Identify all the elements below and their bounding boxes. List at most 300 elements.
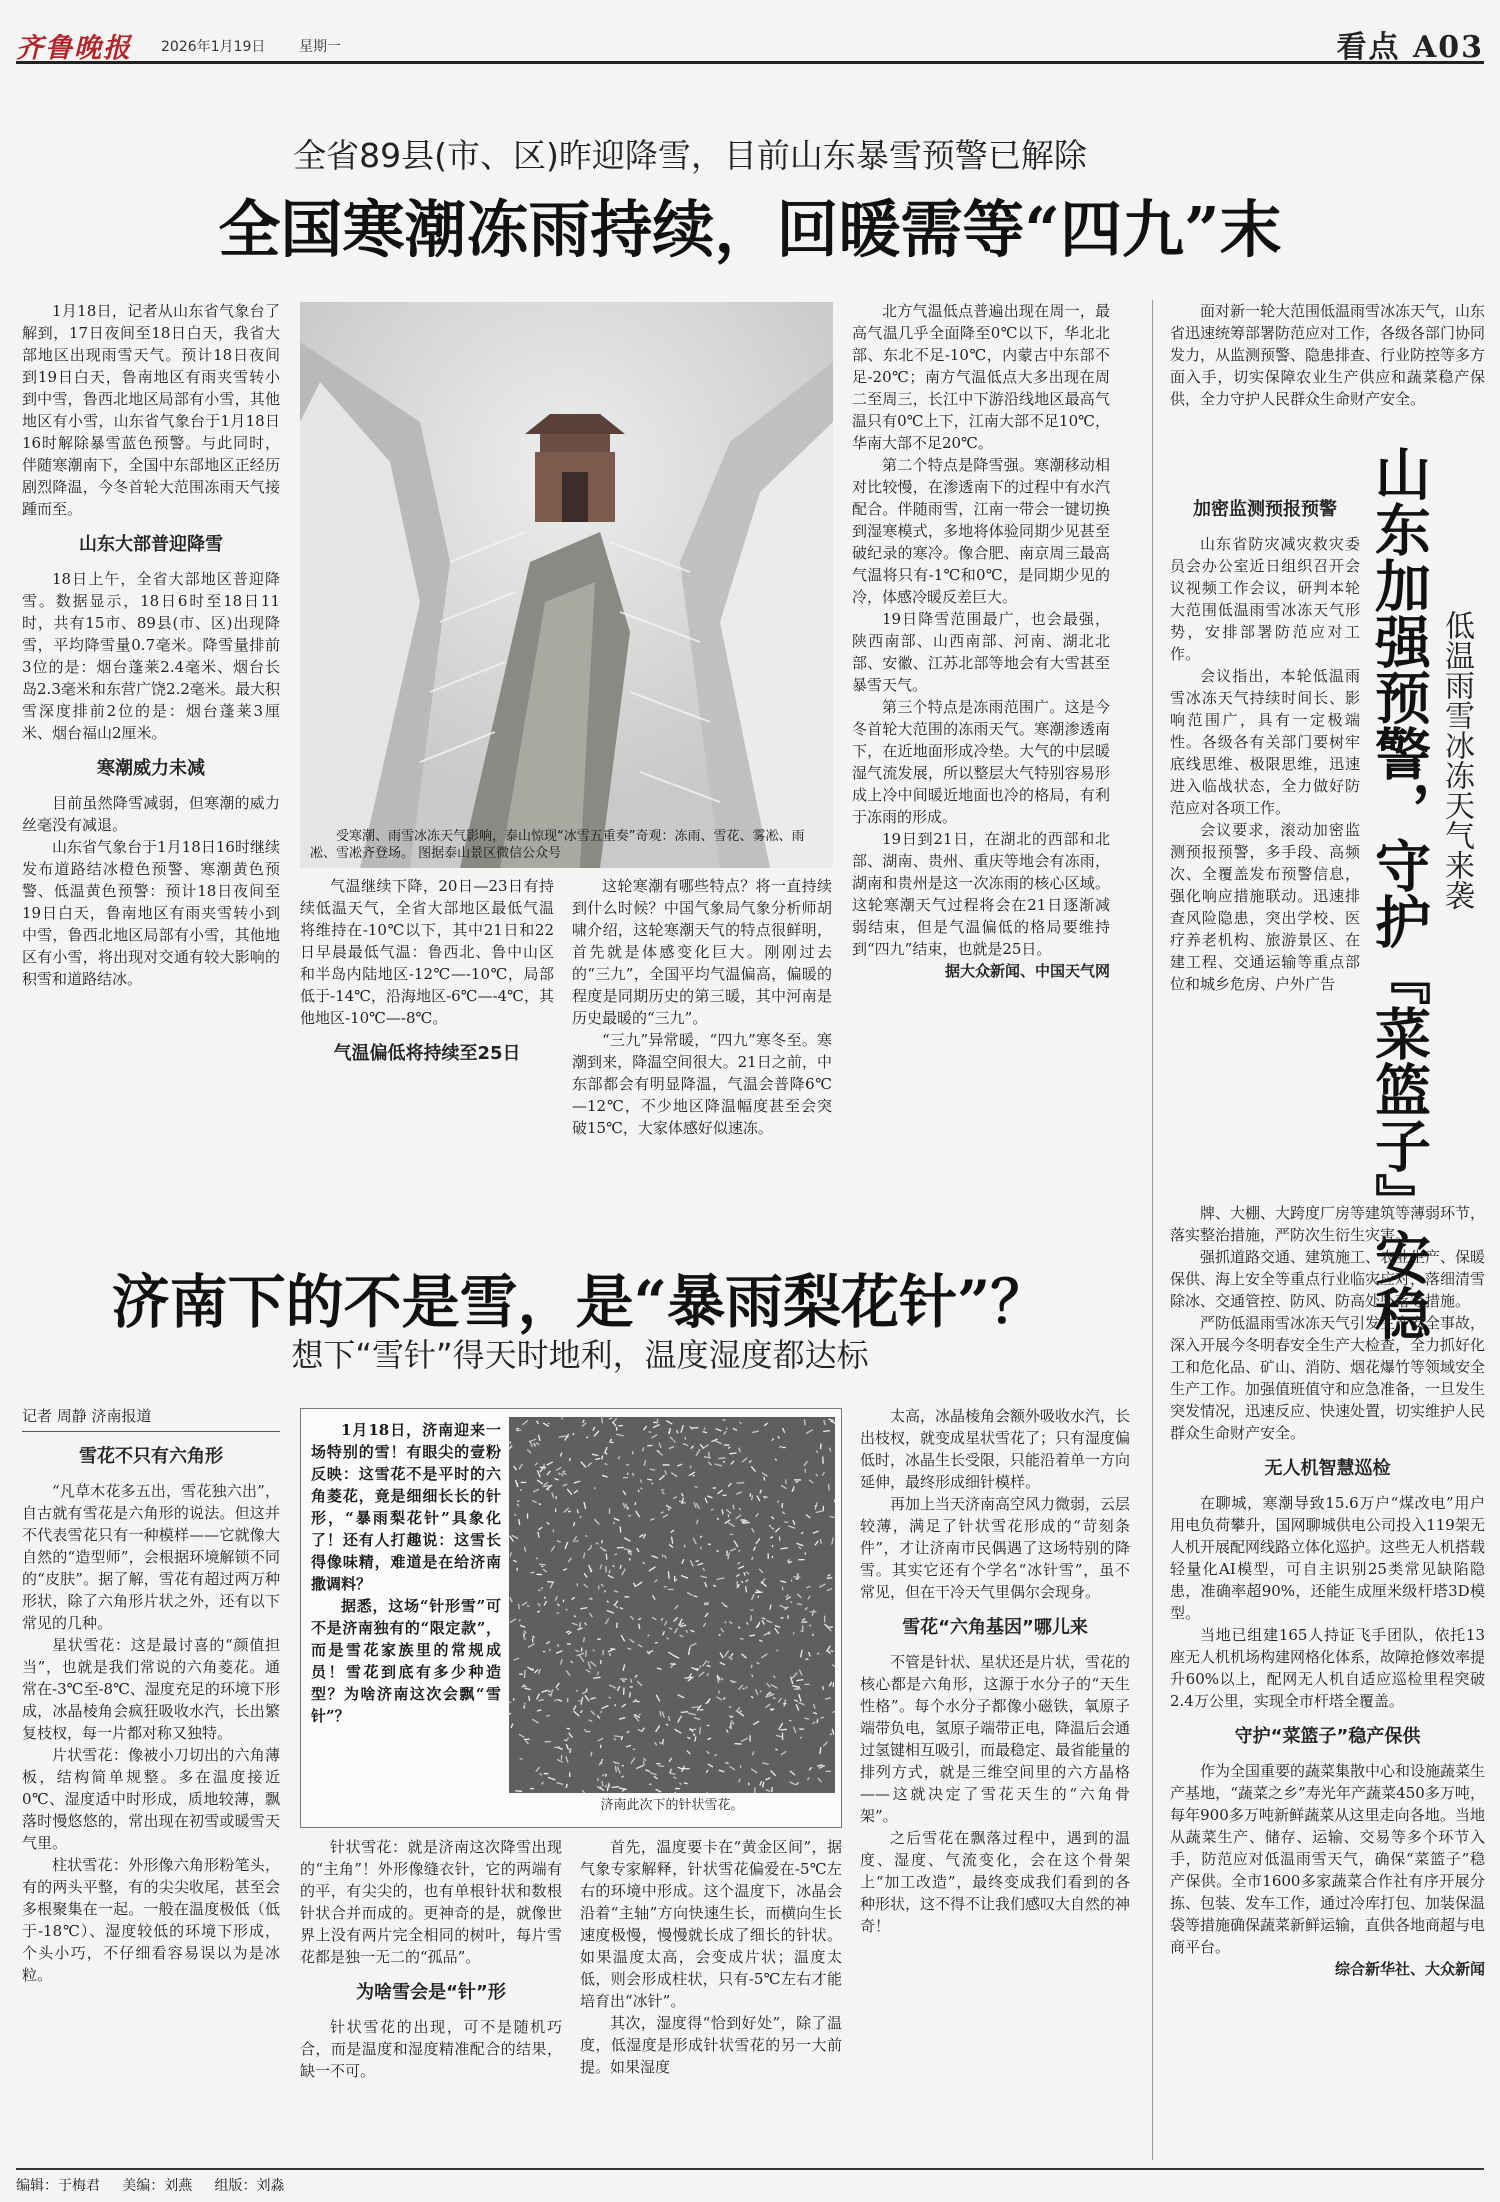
- paragraph: 北方气温低点普遍出现在周一，最高气温几乎全面降至0℃以下，华北北部、东北不足-10℃，内蒙古中东部不足-20℃；南方气温低点大多出现在周二至周三，长江中下游沿线地区最高气温只有0℃上下，江南大部不足10℃，华南大部不足20℃。: [852, 302, 1110, 452]
- snow-needle: [765, 1695, 773, 1697]
- snow-needle: [726, 1427, 727, 1429]
- snow-needle: [741, 1738, 748, 1741]
- snow-needle: [591, 1711, 595, 1715]
- snow-needle: [696, 1520, 697, 1524]
- snow-needle: [655, 1642, 658, 1643]
- snow-needle: [635, 1502, 636, 1505]
- snow-needle: [697, 1563, 703, 1565]
- paragraph: 第三个特点是冻雨范围广。这是今冬首轮大范围的冻雨天气。寒潮渗透南下，在近地面形成冷垫。大气的中层暖湿气流发展，所以整层大气特别容易形成上冷中间暖近地面也冷的格局，有利于冻雨的形成。: [852, 698, 1110, 826]
- snow-needle: [636, 1582, 642, 1586]
- snow-needle: [605, 1619, 608, 1625]
- snow-needle: [565, 1542, 568, 1549]
- snow-needle: [685, 1677, 692, 1678]
- snow-needle: [553, 1530, 554, 1533]
- snow-needle: [780, 1729, 786, 1730]
- story2-column-2: [300, 1836, 562, 2156]
- snow-needle: [683, 1443, 688, 1445]
- snow-needle: [582, 1691, 587, 1694]
- snow-needle: [585, 1623, 586, 1626]
- snow-needle: [700, 1444, 703, 1448]
- snow-needle: [700, 1536, 702, 1538]
- snow-needle: [597, 1715, 599, 1718]
- snow-needle: [702, 1660, 706, 1666]
- snow-needle: [617, 1623, 618, 1628]
- story2-column-1: [22, 1405, 280, 2155]
- snow-needle: [539, 1564, 545, 1565]
- snow-needle: [662, 1554, 663, 1557]
- snow-needle: [561, 1473, 563, 1476]
- snow-needle: [574, 1615, 575, 1617]
- snow-needle: [645, 1770, 649, 1772]
- paragraph: 第二个特点是降雪强。寒潮移动相对比较慢，在渗透南下的过程中有水汽配合。伴随雨雪，江南一带会一键切换到湿寒模式，多地将体验同期少见甚至破纪录的寒冷。像合肥、南京周三最高气温将只有-1℃和0℃，是同期少见的冷，体感冷暖反差巨大。: [852, 456, 1110, 606]
- snow-needle: [756, 1513, 759, 1517]
- snow-needle: [649, 1432, 652, 1433]
- snow-needle: [782, 1503, 783, 1508]
- paragraph: “凡草木花多五出，雪花独六出”，自古就有雪花是六角形的说法。但这并不代表雪花只有一种模样——它就像大自然的“造型师”，会根据环境解锁不同的“皮肤”。据了解，雪花有超过两万种形状，除了六角形片状之外，还有以下常见的几种。: [22, 1482, 280, 1632]
- snow-needle: [599, 1787, 602, 1788]
- snow-needle: [828, 1419, 834, 1421]
- issue-date: 2026年1月19日: [161, 39, 266, 55]
- snow-needle: [766, 1790, 771, 1792]
- snow-needle: [619, 1788, 627, 1790]
- snow-needle: [692, 1707, 699, 1708]
- snow-needle: [556, 1613, 559, 1614]
- snow-needle: [677, 1430, 678, 1433]
- snow-needle: [561, 1659, 563, 1664]
- snow-needle: [751, 1594, 754, 1600]
- snow-needle: [643, 1426, 646, 1430]
- snow-needle: [600, 1564, 602, 1568]
- snow-needle: [813, 1712, 817, 1713]
- snow-needle: [594, 1431, 599, 1436]
- snow-needle: [534, 1443, 536, 1446]
- snow-needle: [559, 1473, 560, 1475]
- snow-needle: [595, 1458, 600, 1459]
- snow-needle: [749, 1635, 755, 1636]
- snow-needle: [631, 1758, 635, 1764]
- footer-layout-editor: 组版：刘淼: [214, 2178, 285, 2194]
- snow-needle: [610, 1439, 612, 1442]
- snow-needle: [522, 1602, 527, 1606]
- snow-needle: [830, 1421, 835, 1424]
- snow-needle: [669, 1544, 673, 1547]
- snow-needle: [675, 1792, 679, 1793]
- snow-needle: [659, 1475, 664, 1480]
- snow-needle: [668, 1571, 669, 1579]
- snow-needle: [615, 1766, 616, 1773]
- snow-needle: [538, 1590, 540, 1591]
- snow-needle: [580, 1608, 587, 1609]
- snow-needle: [800, 1737, 802, 1739]
- snow-needle: [556, 1467, 561, 1470]
- snow-needle: [547, 1582, 553, 1583]
- snow-needle: [593, 1677, 600, 1678]
- snow-needle: [639, 1714, 641, 1715]
- snow-needle: [524, 1703, 525, 1705]
- snow-needle: [665, 1470, 667, 1474]
- snow-needle: [785, 1479, 786, 1483]
- snow-needle: [627, 1507, 628, 1510]
- snow-needle: [637, 1681, 642, 1686]
- snow-needle: [696, 1503, 700, 1509]
- snow-needle: [638, 1618, 641, 1619]
- snow-needle: [637, 1548, 639, 1552]
- snow-needle: [515, 1791, 522, 1792]
- snow-needle: [557, 1688, 559, 1690]
- snow-needle: [816, 1474, 818, 1477]
- snow-needle: [510, 1536, 514, 1542]
- snow-needle: [528, 1644, 535, 1648]
- snow-needle: [718, 1458, 725, 1459]
- snow-needle: [558, 1644, 559, 1646]
- snow-needle: [804, 1718, 809, 1719]
- story1-column-3: [572, 875, 832, 1235]
- snow-needle: [618, 1456, 620, 1459]
- snow-needle: [574, 1481, 580, 1483]
- snow-needle: [778, 1436, 780, 1438]
- snow-needle: [730, 1621, 733, 1623]
- snow-needle: [517, 1501, 519, 1502]
- snow-needle: [557, 1760, 563, 1763]
- snow-needle: [602, 1540, 603, 1543]
- snow-needle: [736, 1707, 740, 1712]
- snow-needle: [668, 1716, 669, 1721]
- subsection-heading: 守护“菜篮子”稳产保供: [1234, 1726, 1421, 1747]
- snow-needle: [740, 1638, 744, 1639]
- snow-needle: [616, 1427, 617, 1431]
- sidebar-divider: [1152, 300, 1153, 2160]
- snow-needle: [687, 1737, 690, 1738]
- snow-needle: [650, 1772, 657, 1774]
- snow-needle: [804, 1461, 808, 1466]
- snow-needle: [691, 1446, 694, 1449]
- paragraph: 这轮寒潮有哪些特点？将一直持续到什么时候？中国气象局气象分析师胡啸介绍，这轮寒潮天气的特点很鲜明，首先就是体感变化巨大。刚刚过去的“三九”，全国平均气温偏高，偏暖的程度是同期历史的第三暖，其中河南是历史最暖的“三九”。: [572, 877, 832, 1027]
- snow-needle: [605, 1453, 607, 1455]
- snow-needle: [614, 1591, 618, 1592]
- snow-needle: [796, 1704, 799, 1710]
- snow-needle: [593, 1650, 595, 1651]
- snow-needle: [550, 1649, 551, 1651]
- snow-needle: [708, 1738, 712, 1740]
- snow-needle: [566, 1609, 568, 1611]
- snow-needle: [678, 1695, 684, 1698]
- subsection-heading: 寒潮威力未减: [97, 758, 205, 779]
- snow-needle: [823, 1686, 824, 1690]
- snow-needle: [751, 1769, 757, 1773]
- paragraph: 强抓道路交通、建筑施工、农业生产、保暖保供、海上安全等重点行业临灾应对，落细清雪除冰、交通管控、防风、防高处坠落等措施。: [1170, 1248, 1485, 1310]
- snow-needle: [609, 1570, 610, 1574]
- paragraph: 星状雪花：这是最讨喜的“颜值担当”，也就是我们常说的六角菱花。通常在-3℃至-8℃、湿度充足的环境下形成，冰晶棱角会疯狂吸收水汽，长出繁复枝杈，每一片都对称又独特。: [22, 1636, 280, 1742]
- snow-needle: [525, 1740, 528, 1744]
- snow-needle: [648, 1635, 650, 1637]
- snow-needle: [799, 1694, 801, 1701]
- snow-needle: [824, 1420, 825, 1425]
- snow-needle: [630, 1639, 634, 1642]
- snow-needle: [594, 1519, 599, 1524]
- snow-needle: [776, 1650, 778, 1651]
- snow-needle: [636, 1765, 643, 1768]
- snow-needle: [628, 1553, 632, 1555]
- snow-needle: [723, 1461, 724, 1463]
- snow-needle: [828, 1651, 830, 1653]
- snow-needle: [771, 1685, 778, 1689]
- snow-needle: [520, 1489, 522, 1490]
- snow-needle: [602, 1475, 604, 1477]
- snow-needle: [547, 1471, 550, 1475]
- snow-needle: [652, 1556, 658, 1558]
- snow-needle: [557, 1604, 559, 1606]
- snow-needle: [627, 1648, 631, 1649]
- snow-needle: [708, 1661, 709, 1663]
- snow-needle: [539, 1669, 541, 1674]
- snow-needle: [650, 1519, 655, 1521]
- snow-needle: [622, 1704, 626, 1707]
- snow-needle: [671, 1537, 672, 1544]
- snow-needle: [643, 1761, 644, 1766]
- snow-needle: [623, 1491, 626, 1495]
- story1-column-1: [22, 300, 280, 1235]
- snow-needle: [563, 1600, 564, 1603]
- snow-needle: [733, 1428, 737, 1430]
- snow-needle: [818, 1778, 822, 1782]
- snow-needle: [655, 1580, 658, 1582]
- snow-needle: [707, 1725, 709, 1726]
- snow-needle: [771, 1527, 774, 1529]
- snow-needle: [538, 1603, 540, 1606]
- snow-needle: [809, 1652, 811, 1657]
- snow-needle: [547, 1523, 550, 1525]
- snow-needle: [717, 1697, 722, 1700]
- snow-needle: [687, 1751, 690, 1754]
- footer-art-editor: 美编：刘燕: [122, 2178, 193, 2194]
- snow-needle: [797, 1604, 802, 1605]
- snow-needle: [554, 1747, 560, 1748]
- snow-needle: [715, 1441, 721, 1444]
- paragraph: 作为全国重要的蔬菜集散中心和设施蔬菜生产基地，“蔬菜之乡”寿光年产蔬菜450多万吨，每年900多万吨新鲜蔬菜从这里走向各地。当地从蔬菜生产、储存、运输、交易等多个环节入手，防范应对低温雨雪天气，确保“菜篮子”稳产保供。全市1600多家蔬菜合作社有序开展分拣、包装、发车工作，通过冷库打包、加装保温袋等措施确保蔬菜新鲜运输，直供各地商超与电商平台。: [1170, 1762, 1485, 1956]
- snow-needle: [809, 1767, 812, 1770]
- snow-needle: [603, 1650, 604, 1655]
- snow-needle: [724, 1651, 728, 1657]
- snow-needle: [717, 1578, 725, 1580]
- snow-needle: [700, 1547, 701, 1549]
- snow-needle: [614, 1738, 616, 1740]
- snow-needle: [638, 1490, 639, 1492]
- snow-needle: [726, 1510, 731, 1514]
- snow-needle: [700, 1727, 701, 1734]
- snow-needle: [765, 1704, 770, 1708]
- subsection-heading: 气温偏低将持续至25日: [333, 1043, 521, 1064]
- snow-needle: [776, 1735, 783, 1737]
- snow-needle: [525, 1688, 531, 1689]
- subsection-heading: 为啥雪会是“针”形: [356, 1982, 506, 2003]
- snow-needle: [720, 1662, 725, 1665]
- snow-needle: [781, 1751, 786, 1755]
- snow-needle: [584, 1502, 586, 1509]
- snow-needle: [739, 1779, 740, 1783]
- snow-needle: [649, 1567, 656, 1571]
- snow-needle: [808, 1596, 810, 1599]
- snow-needle: [752, 1495, 753, 1500]
- snow-needle: [807, 1777, 809, 1780]
- newspaper-logo: 齐鲁晚报: [16, 33, 132, 64]
- snow-needle: [602, 1706, 609, 1709]
- snow-needle: [546, 1715, 549, 1716]
- snow-needle: [833, 1711, 835, 1712]
- snow-needle: [510, 1597, 512, 1602]
- snow-needle: [677, 1464, 682, 1466]
- snow-needle: [794, 1700, 798, 1702]
- snow-needle: [793, 1727, 795, 1733]
- snow-needle: [572, 1623, 578, 1625]
- snow-needle: [669, 1758, 672, 1762]
- snow-needle: [673, 1497, 677, 1499]
- snow-needle: [783, 1428, 785, 1433]
- snow-needle: [766, 1620, 772, 1622]
- snow-needle: [746, 1572, 749, 1575]
- snow-needle: [602, 1417, 603, 1423]
- snow-needle: [662, 1739, 663, 1743]
- snow-needle: [524, 1670, 525, 1678]
- snow-needle: [662, 1712, 664, 1718]
- snow-needle: [669, 1447, 674, 1449]
- snow-needle: [630, 1692, 631, 1697]
- snow-needle: [548, 1423, 550, 1424]
- snow-needle: [695, 1561, 699, 1562]
- snow-needle: [675, 1605, 679, 1609]
- snow-needle: [773, 1676, 775, 1678]
- snow-needle: [684, 1545, 685, 1548]
- snow-needle: [812, 1722, 815, 1724]
- snow-needle: [655, 1742, 657, 1745]
- snow-needle: [737, 1562, 739, 1564]
- snow-needle: [742, 1523, 749, 1524]
- snow-needle: [735, 1744, 742, 1745]
- snow-needle: [509, 1446, 512, 1450]
- snow-needle: [520, 1625, 525, 1627]
- snow-needle: [805, 1607, 808, 1610]
- snow-needle: [762, 1620, 764, 1624]
- snow-needle: [687, 1592, 692, 1595]
- snow-needle: [567, 1644, 571, 1645]
- snow-needle: [612, 1787, 619, 1788]
- snow-needle: [793, 1520, 795, 1525]
- photo-caption: 受寒潮、雨雪冰冻天气影响，泰山惊现“冰雪五重奏”奇观：冻雨、雪花、雾凇、雨凇、雪凇齐登场。 图据泰山景区微信公众号: [310, 829, 805, 861]
- needle-snow-caption: 济南此次下的针状雪花。: [600, 1798, 744, 1813]
- snow-needle: [582, 1790, 586, 1793]
- snow-needle: [661, 1512, 664, 1514]
- snow-needle: [562, 1471, 565, 1472]
- snow-needle: [513, 1560, 516, 1562]
- snow-needle: [663, 1514, 668, 1517]
- snow-needle: [720, 1653, 723, 1659]
- subsection-heading: 山东大部普迎降雪: [79, 534, 223, 555]
- snow-needle: [791, 1602, 793, 1603]
- story2-column-4: [860, 1405, 1130, 2155]
- snow-needle: [620, 1608, 623, 1610]
- snow-needle: [689, 1647, 690, 1655]
- snow-needle: [653, 1595, 656, 1599]
- masthead: [16, 8, 1484, 64]
- snow-needle: [756, 1538, 760, 1544]
- snow-needle: [570, 1458, 571, 1461]
- snow-needle: [822, 1472, 824, 1476]
- paragraph: 牌、大棚、大跨度厂房等建筑等薄弱环节，落实整治措施，严防次生衍生灾害。: [1170, 1204, 1485, 1244]
- subsection-heading: 雪花不只有六角形: [79, 1446, 223, 1467]
- snow-needle: [786, 1595, 789, 1597]
- paragraph: 再加上当天济南高空风力微弱，云层较薄，满足了针状雪花形成的“苛刻条件”，才让济南市民偶遇了这场特别的降雪。其实它还有个学名“冰针雪”，虽不常见，但在干冷天气里偶尔会现身。: [860, 1495, 1130, 1601]
- snow-needle: [668, 1508, 669, 1510]
- snow-needle: [536, 1443, 539, 1445]
- paragraph: 18日上午，全省大部地区普迎降雪。数据显示，18日6时至18日11时，共有15市、89县(市、区)出现降雪，平均降雪量0.7毫米。降雪量排前3位的是：烟台蓬莱2.4毫米、烟台长岛2.3毫米和东营广饶2.2毫米。最大积雪深度排前2位的是：烟台蓬莱3厘米、烟台福山2厘米。: [22, 570, 280, 742]
- story3-kicker: 低温雨雪冰冻天气来袭: [1439, 610, 1474, 910]
- snow-needle: [623, 1664, 625, 1670]
- snow-needle: [761, 1582, 767, 1587]
- snow-needle: [621, 1635, 624, 1641]
- snow-needle: [549, 1691, 551, 1692]
- snow-needle: [730, 1549, 736, 1551]
- snow-needle: [722, 1509, 723, 1514]
- snow-needle: [769, 1525, 771, 1526]
- snow-needle: [775, 1528, 779, 1532]
- snow-needle: [517, 1504, 519, 1506]
- snow-needle: [742, 1654, 747, 1658]
- snow-needle: [699, 1672, 705, 1676]
- snow-needle: [674, 1440, 675, 1442]
- snow-needle: [764, 1423, 767, 1426]
- snow-needle: [607, 1601, 608, 1603]
- snow-needle: [686, 1630, 687, 1633]
- snow-needle: [828, 1484, 829, 1490]
- snow-needle: [659, 1452, 663, 1455]
- snow-needle: [635, 1675, 637, 1678]
- snow-needle: [657, 1668, 662, 1669]
- snow-needle: [661, 1618, 662, 1620]
- snow-needle: [510, 1552, 511, 1556]
- snow-needle: [738, 1711, 744, 1716]
- snow-needle: [606, 1554, 607, 1560]
- story2-subhead: 想下“雪针”得天时地利，温度湿度都达标: [291, 1336, 869, 1374]
- snow-needle: [575, 1541, 578, 1542]
- snow-needle: [790, 1771, 795, 1775]
- paragraph: 会议指出，本轮低温雨雪冰冻天气持续时间长、影响范围广，具有一定极端性。各级各有关部门要树牢底线思维、极限思维，迅速进入临战状态，全力做好防范应对各项工作。: [1170, 667, 1360, 817]
- snow-needle: [690, 1560, 693, 1566]
- story2-lead: [311, 1419, 501, 1819]
- snow-needle: [516, 1428, 519, 1429]
- snow-needle: [827, 1589, 832, 1591]
- mount-tai-illustration: [300, 302, 833, 868]
- snow-needle: [666, 1505, 671, 1508]
- snow-needle: [728, 1657, 732, 1660]
- snow-needle: [792, 1686, 799, 1688]
- snow-needle: [690, 1643, 697, 1646]
- paragraph: 1月18日，记者从山东省气象台了解到，17日夜间至18日白天，我省大部地区出现雨雪天气。预计18日夜间到19日白天，鲁南地区有雨夹雪转小到中雪，鲁西北地区局部有小雪，其他地区有小雪，山东省气象台于1月18日16时解除暴雪蓝色预警。与此同时，伴随寒潮南下，全国中东部地区正经历剧烈降温，今冬首轮大范围冻雨天气接踵而至。: [22, 302, 280, 518]
- snow-needle: [771, 1770, 776, 1775]
- snow-needle: [820, 1747, 821, 1754]
- snow-needle: [824, 1624, 828, 1627]
- snow-needle: [615, 1601, 618, 1605]
- snow-needle: [512, 1535, 518, 1538]
- snow-needle: [771, 1516, 773, 1519]
- snow-needle: [816, 1451, 817, 1453]
- snow-needle: [566, 1784, 567, 1788]
- snow-needle: [708, 1452, 709, 1457]
- snow-needle: [622, 1569, 625, 1575]
- snow-needle: [790, 1782, 796, 1785]
- snow-needle: [576, 1690, 577, 1692]
- snow-needle: [538, 1527, 542, 1530]
- snow-needle: [538, 1700, 543, 1701]
- snow-needle: [515, 1514, 516, 1516]
